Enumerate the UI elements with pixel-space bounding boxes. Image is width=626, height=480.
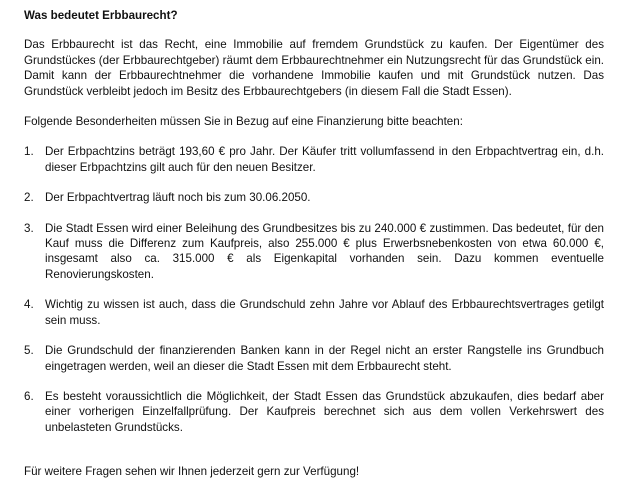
list-item-text: Der Erbpachtzins beträgt 193,60 € pro Jahr. Der Käufer tritt vollumfassend in den Erbpachtvertrag ein, d.h. dieser Erbpachtzins gilt auch für den neuen Besitzer. <box>45 145 604 174</box>
list-item-text: Die Stadt Essen wird einer Beleihung des Grundbesitzes bis zu 240.000 € zustimmen. Das bedeutet, für den Kauf muss die Differenz zum Kaufpreis, also 255.000 € plus Erwerbsnebenkosten von etwa 60.000 €, insgesamt also ca. 315.000 € als Eigenkapital vorhanden sein. Dazu kommen eventuelle Renovierungskosten. <box>45 221 604 281</box>
list-item-text: Der Erbpachtvertrag läuft noch bis zum 30.06.2050. <box>45 191 311 205</box>
definition-paragraph: Das Erbbaurecht ist das Recht, eine Immobilie auf fremdem Grundstück zu kaufen. Der Eigentümer des Grundstückes (der Erbbaurechtgeber) räumt dem Erbbaurechtnehmer ein Nutzungsrecht für das Grundstück ein. Damit kann der Erbbaurechtnehmer die vorhandene Immobilie kaufen und mit Grundstück nutzen. Das Grundstück verbleibt jedoch im Besitz des Erbbaurechtgebers (in diesem Fall die Stadt Essen). <box>24 38 604 98</box>
list-item <box>24 343 604 374</box>
list-item-number: 4. <box>24 298 34 312</box>
list-item-text: Es besteht voraussichtlich die Möglichkeit, der Stadt Essen das Grundstück abzukaufen, dies bedarf aber einer vorherigen Einzelfallprüfung. Der Kaufpreis berechnet sich aus dem vollen Verkehrswert des unbelasteten Grundstücks. <box>45 389 604 434</box>
list-intro: Folgende Besonderheiten müssen Sie in Bezug auf eine Finanzierung bitte beachten: <box>24 115 463 129</box>
list-item-number: 2. <box>24 191 34 205</box>
list-item-number: 5. <box>24 344 34 358</box>
list-item <box>24 297 604 328</box>
list-item <box>24 389 604 435</box>
list-item-number: 3. <box>24 221 34 235</box>
list-item-number: 1. <box>24 145 34 159</box>
list-item <box>24 221 604 283</box>
list-item <box>24 190 604 205</box>
list-item-text: Wichtig zu wissen ist auch, dass die Grundschuld zehn Jahre vor Ablauf des Erbbaurechtsvertrages getilgt sein muss. <box>45 298 604 327</box>
list-item-text: Die Grundschuld der finanzierenden Banken kann in der Regel nicht an erster Rangstelle ins Grundbuch eingetragen werden, weil an dieser die Stadt Essen mit dem Erbbaurecht steht. <box>45 344 604 373</box>
list-item <box>24 144 604 175</box>
numbered-list <box>24 144 604 435</box>
closing-sentence: Für weitere Fragen sehen wir Ihnen jederzeit gern zur Verfügung! <box>24 465 360 479</box>
document-heading: Was bedeutet Erbbaurecht? <box>24 9 178 22</box>
list-item-number: 6. <box>24 389 34 403</box>
